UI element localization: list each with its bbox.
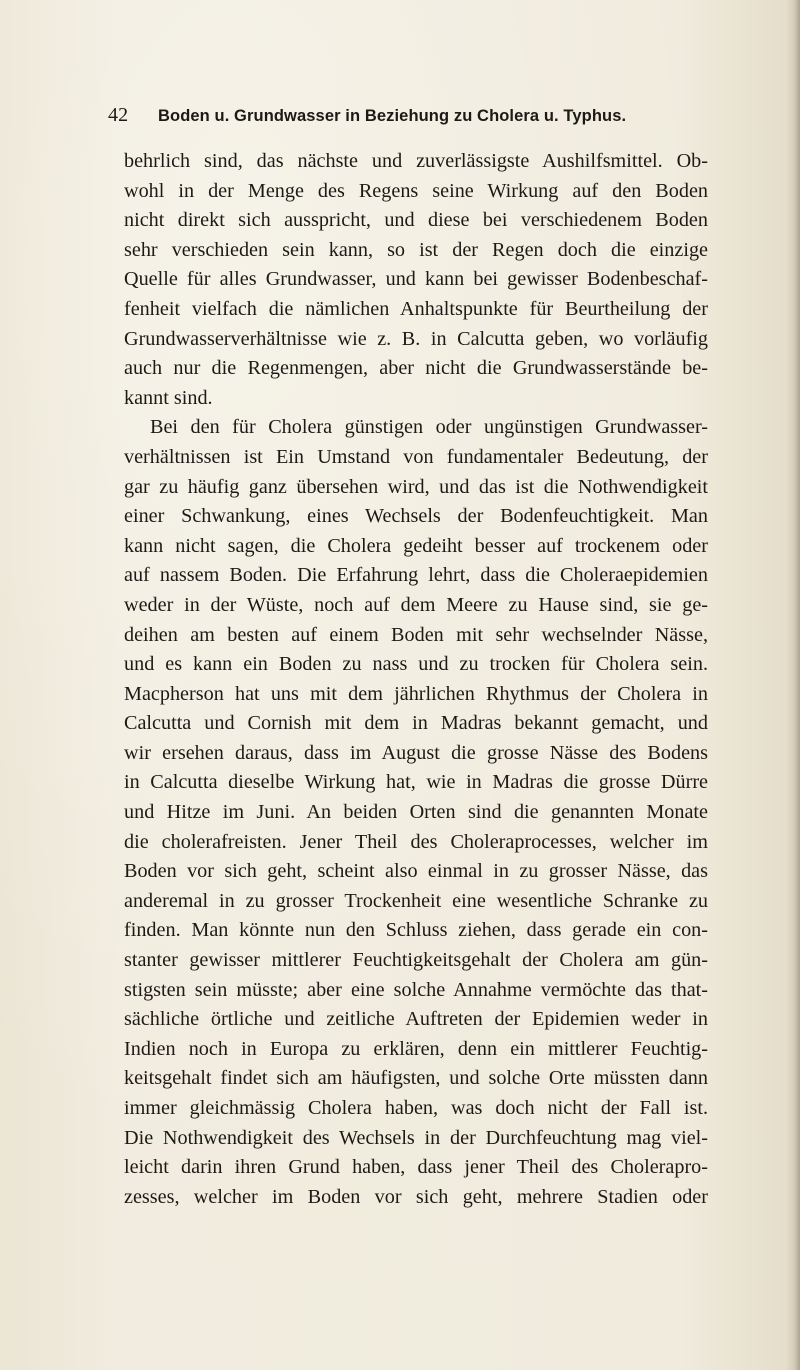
page-number: 42	[108, 104, 129, 126]
text-line: Bei den für Cholera günstigen oder ungünstigen Grundwasser-	[150, 416, 708, 439]
text-line: stigsten sein müsste; aber eine solche Annahme vermöchte das that-	[124, 978, 708, 1001]
text-line: Quelle für alles Grundwasser, und kann bei gewisser Bodenbeschaf-	[124, 268, 708, 291]
text-line: kann nicht sagen, die Cholera gedeiht besser auf trockenem oder	[124, 534, 708, 557]
text-line: keitsgehalt findet sich am häufigsten, und solche Orte müssten dann	[124, 1067, 708, 1090]
text-line: Die Nothwendigkeit des Wechsels in der Durchfeuchtung mag viel-	[124, 1126, 708, 1149]
text-line: sehr verschieden sein kann, so ist der Regen doch die einzige	[124, 238, 708, 261]
text-line: wohl in der Menge des Regens seine Wirkung auf den Boden	[124, 179, 708, 202]
text-line: und Hitze im Juni. An beiden Orten sind die genannten Monate	[124, 801, 708, 824]
text-line: kannt sind.	[124, 386, 213, 409]
page-edge-shadow	[786, 0, 800, 1370]
text-line: Calcutta und Cornish mit dem in Madras bekannt gemacht, und	[124, 712, 708, 735]
text-line: wir ersehen daraus, dass im August die grosse Nässe des Bodens	[124, 741, 708, 764]
text-line: leicht darin ihren Grund haben, dass jener Theil des Cholerapro-	[124, 1156, 708, 1179]
text-line: Indien noch in Europa zu erklären, denn ein mittlerer Feuchtig-	[124, 1037, 708, 1060]
text-line: in Calcutta dieselbe Wirkung hat, wie in Madras die grosse Dürre	[124, 771, 708, 794]
text-line: immer gleichmässig Cholera haben, was doch nicht der Fall ist.	[124, 1097, 708, 1119]
text-line: nicht direkt sich ausspricht, und diese bei verschiedenem Boden	[124, 209, 708, 232]
text-line: verhältnissen ist Ein Umstand von fundamentaler Bedeutung, der	[124, 445, 708, 468]
text-line: weder in der Wüste, noch auf dem Meere zu Hause sind, sie ge-	[124, 593, 708, 616]
running-title: Boden u. Grundwasser in Beziehung zu Cholera u. Typhus.	[158, 107, 627, 125]
running-head	[108, 104, 708, 134]
text-line: und es kann ein Boden zu nass und zu trocken für Cholera sein.	[124, 653, 708, 676]
text-line: stanter gewisser mittlerer Feuchtigkeitsgehalt der Cholera am gün-	[124, 949, 708, 972]
text-line: deihen am besten auf einem Boden mit sehr wechselnder Nässe,	[124, 623, 708, 646]
text-line: fenheit vielfach die nämlichen Anhaltspunkte für Beurtheilung der	[124, 297, 708, 320]
text-line: Boden vor sich geht, scheint also einmal in zu grosser Nässe, das	[124, 860, 708, 883]
text-line: sächliche örtliche und zeitliche Auftreten der Epidemien weder in	[124, 1008, 708, 1031]
text-line: zesses, welcher im Boden vor sich geht, mehrere Stadien oder	[124, 1185, 708, 1208]
body-text	[124, 147, 708, 1212]
text-line: auch nur die Regenmengen, aber nicht die Grundwasserstände be-	[124, 357, 708, 380]
text-line: auf nassem Boden. Die Erfahrung lehrt, dass die Choleraepidemien	[124, 564, 708, 587]
text-line: Macpherson hat uns mit dem jährlichen Rhythmus der Cholera in	[124, 682, 708, 705]
text-line: behrlich sind, das nächste und zuverlässigste Aushilfsmittel. Ob-	[124, 150, 708, 172]
text-line: anderemal in zu grosser Trockenheit eine wesentliche Schranke zu	[124, 889, 708, 912]
text-line: einer Schwankung, eines Wechsels der Bodenfeuchtigkeit. Man	[124, 505, 708, 528]
text-line: gar zu häufig ganz übersehen wird, und das ist die Nothwendigkeit	[124, 475, 708, 498]
text-line: die cholerafreisten. Jener Theil des Choleraprocesses, welcher im	[124, 830, 708, 853]
text-line: Grundwasserverhältnisse wie z. B. in Calcutta geben, wo vorläufig	[124, 327, 708, 350]
text-line: finden. Man könnte nun den Schluss ziehen, dass gerade ein con-	[124, 919, 708, 942]
